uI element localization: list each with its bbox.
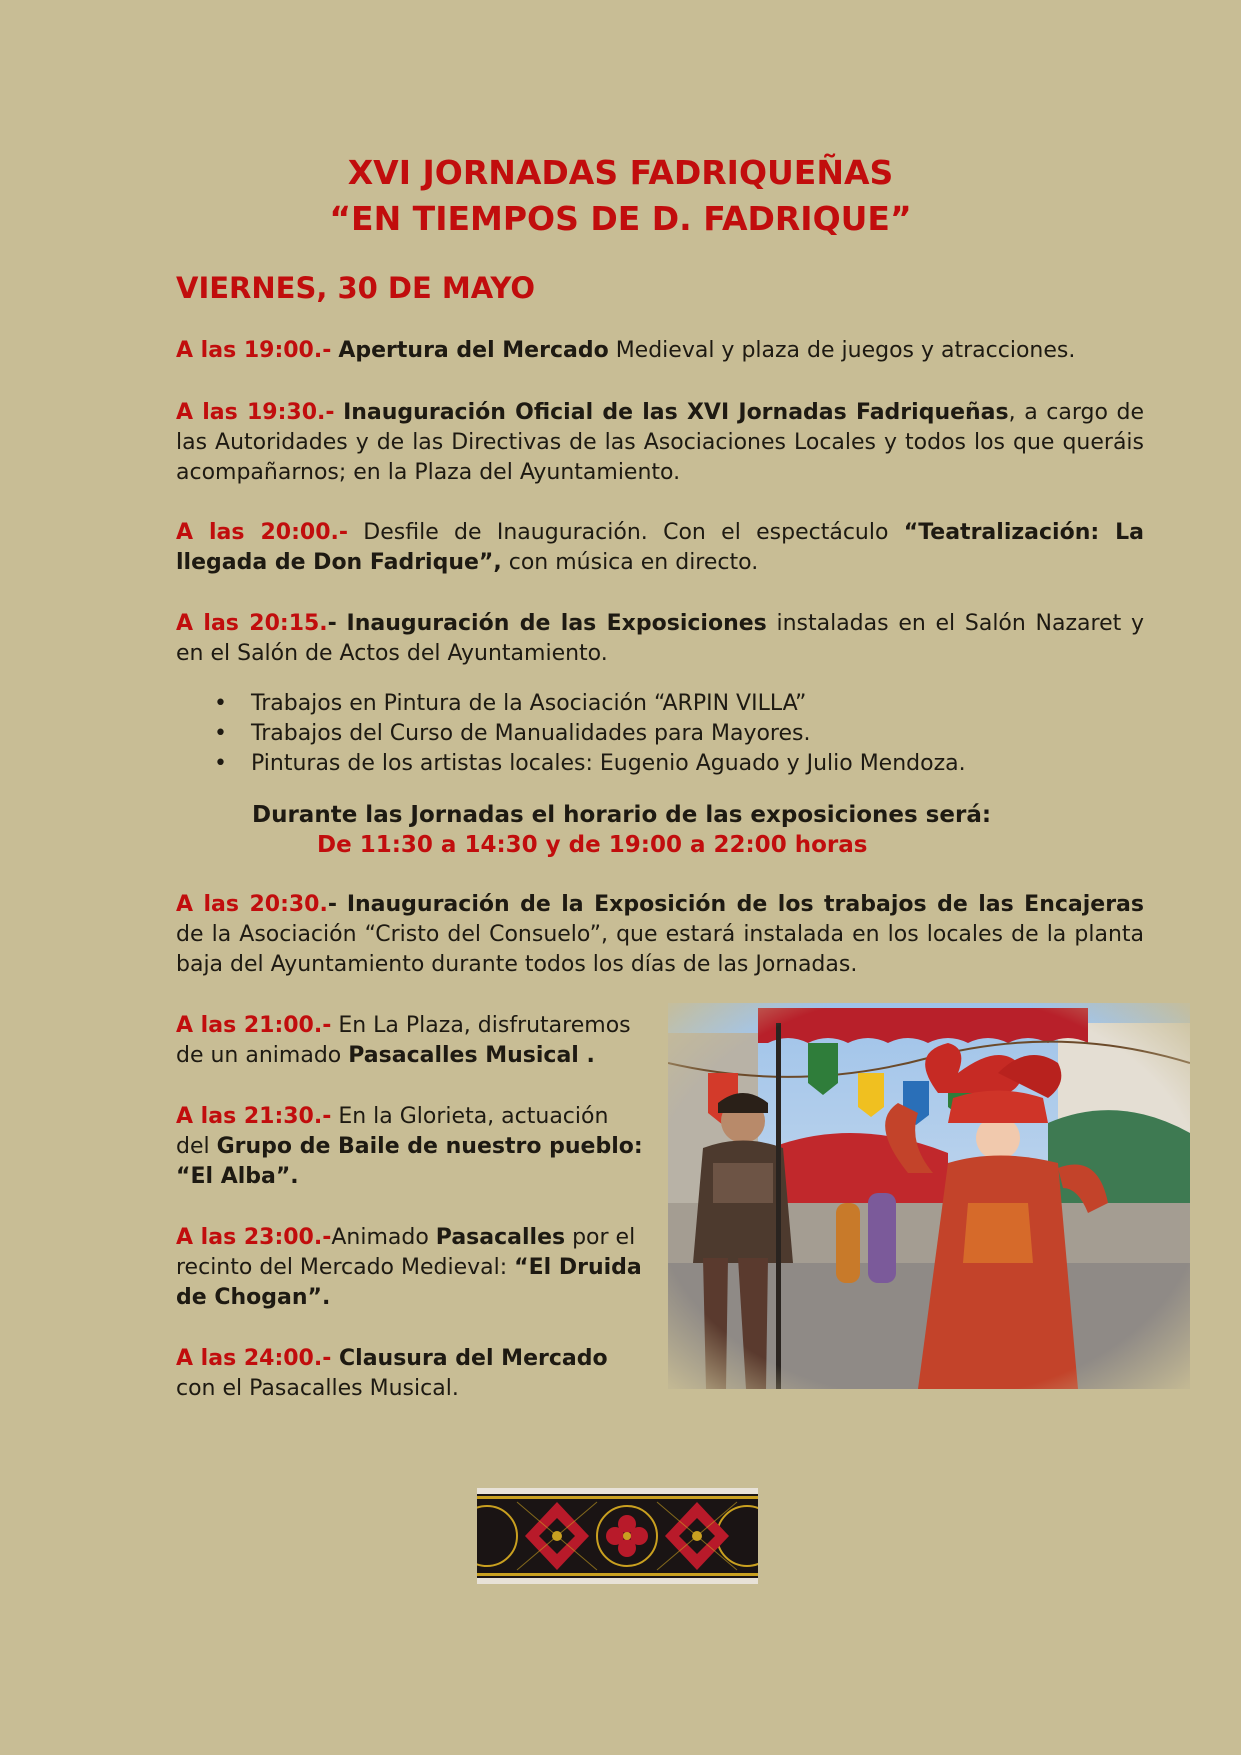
event-title: Inauguración Oficial de las XVI Jornadas Fadriqueñas (343, 400, 1009, 425)
event-time: A las 20:30. (176, 892, 328, 917)
event-title: Clausura del Mercado (331, 1346, 608, 1371)
event-2130 (176, 1102, 646, 1192)
event-2300 (176, 1223, 646, 1313)
event-text: Medieval y plaza de juegos y atracciones. (608, 338, 1076, 363)
decorative-band-ornament (477, 1488, 758, 1584)
event-2100 (176, 1011, 646, 1071)
event-title: Apertura del Mercado (338, 338, 609, 363)
event-time: A las 19:00.- (176, 338, 332, 363)
event-text: Desfile de Inauguración. Con el espectáculo (347, 520, 904, 545)
schedule-note-heading: Durante las Jornadas el horario de las exposiciones será: (252, 802, 992, 828)
event-text: con el Pasacalles Musical. (176, 1376, 459, 1401)
event-time: A las 23:00.- (176, 1225, 332, 1250)
event-title: “El Druida de Chogan”. (176, 1255, 642, 1310)
page-title (0, 150, 1241, 242)
event-time: A las 20:15. (176, 611, 328, 636)
event-title: Pasacalles (435, 1225, 566, 1250)
exhibit-list (176, 689, 966, 779)
event-title: Inauguración de la Exposición de los trabajos de las Encajeras (346, 892, 1144, 917)
event-time: A las 19:30.- (176, 400, 335, 425)
list-item: • Trabajos del Curso de Manualidades para Mayores. (176, 719, 966, 749)
event-2000 (176, 518, 1144, 578)
event-text: En La Plaza, disfrutaremos de un animado (176, 1013, 631, 1068)
event-text: En la Glorieta, actuación del (176, 1104, 609, 1159)
event-title: “Teatralización: La llegada de Don Fadrique”, (176, 520, 1145, 575)
schedule-note-hours: De 11:30 a 14:30 y de 19:00 a 22:00 horas (317, 832, 868, 858)
title-line-1: XVI JORNADAS FADRIQUEÑAS (347, 153, 894, 192)
event-time: A las 21:00.- (176, 1013, 332, 1038)
day-heading: VIERNES, 30 DE MAYO (176, 271, 536, 305)
title-line-2: “EN TIEMPOS DE D. FADRIQUE” (329, 199, 912, 238)
event-dash: - (327, 611, 337, 636)
event-time: A las 21:30.- (176, 1104, 332, 1129)
event-text: con música en directo. (501, 550, 759, 575)
event-title: Pasacalles Musical . (348, 1043, 595, 1068)
event-text: instaladas en el Salón Nazaret y en el Salón de Actos del Ayuntamiento. (176, 611, 1144, 666)
list-item: • Trabajos en Pintura de la Asociación “ARPIN VILLA” (176, 689, 966, 719)
event-text: por el recinto del Mercado Medieval: (176, 1225, 636, 1280)
event-text: de la Asociación “Cristo del Consuelo”, que estará instalada en los locales de la planta baja del Ayuntamiento durante todos los días de las Jornadas. (176, 922, 1144, 977)
medieval-market-photo (668, 1003, 1190, 1389)
event-text: , a cargo de las Autoridades y de las Directivas de las Asociaciones Locales y todos los que queráis acompañarnos; en la Plaza del Ayuntamiento. (176, 400, 1144, 485)
event-title: Inauguración de las Exposiciones (346, 611, 767, 636)
event-time: A las 24:00.- (176, 1346, 332, 1371)
event-2030 (176, 890, 1144, 980)
event-2400 (176, 1344, 646, 1404)
event-title: Grupo de Baile de nuestro pueblo: “El Alba”. (176, 1134, 643, 1189)
list-item: • Pinturas de los artistas locales: Eugenio Aguado y Julio Mendoza. (176, 749, 966, 779)
event-1930 (176, 398, 1144, 488)
event-2015 (176, 609, 1144, 669)
event-1900 (176, 336, 1144, 366)
event-dash: - (327, 892, 337, 917)
event-text: Animado (331, 1225, 436, 1250)
event-time: A las 20:00.- (176, 520, 348, 545)
